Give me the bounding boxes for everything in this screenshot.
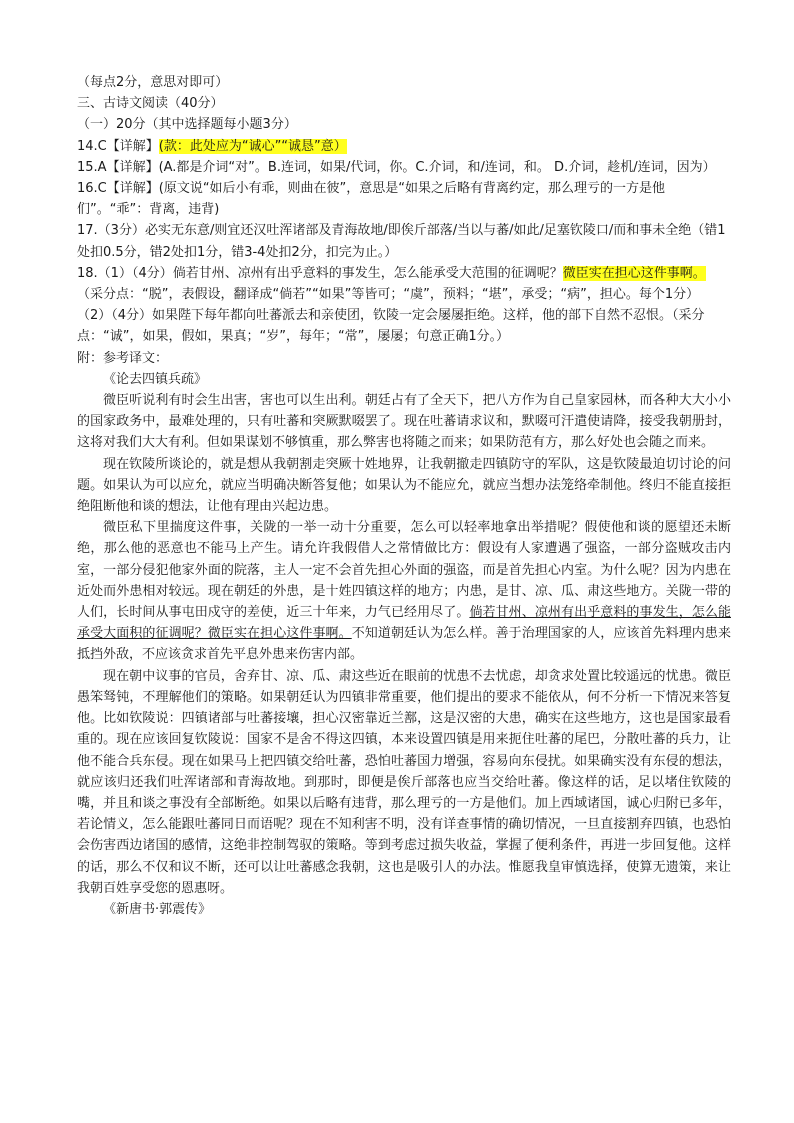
answer-q18-2: （2）（4分）如果陛下每年都向吐蕃派去和亲使团，钦陵一定会屡屡拒绝。这样，他的部下自然不忍恨。（采分点：“诚”，如果，假如，果真；“岁”，每年；“常”，屡屡；句意正确1分。） [77, 308, 705, 345]
translation-underlined-sentence: 倘若甘州、凉州有出乎意料的事发生，怎么能承受大面积的征调呢？微臣实在担心这件事啊。 [77, 605, 731, 642]
document-page [77, 72, 731, 920]
answer-q18-1-highlight: 微臣实在担心这件事啊。 [562, 265, 706, 281]
translation-title: 《论去四镇兵疏》 [103, 371, 208, 387]
translation-paragraph-4: 现在朝中议事的官员，舍弃甘、凉、瓜、肃这些近在眼前的忧患不去忧虑，却贪求处置比较遥远的忧患。微臣愚笨驽钝，不理解他们的策略。如果朝廷认为四镇非常重要，他们提出的要求不能依从，何不分析一下情况来答复他。比如钦陵说：四镇诸部与吐蕃接壤，担心汉密靠近兰鄯，这是汉密的大患，确实在这些地方，这也是国家最看重的。现在应该回复钦陵说：国家不是舍不得这四镇，本来设置四镇是用来扼住吐蕃的尾巴，分散吐蕃的兵力，让他不能合兵东侵。现在如果马上把四镇交给吐蕃，恐怕吐蕃国力增强，容易向东侵扰。如果确实没有东侵的想法，就应该归还我们吐浑诸部和青海故地。到那时，即便是俟斤部落也应当交给吐蕃。像这样的话，足以堵住钦陵的嘴，并且和谈之事没有全部断绝。如果以后略有违背，那么理亏的一方是他们。加上西域诸国，诚心归附已多年，若论情义，怎么能跟吐蕃同日而语呢？现在不知利害不明，没有详查事情的确切情况，一旦直接割弃四镇，也恐怕会伤害西边诸国的感情，这绝非控制驾驭的策略。等到考虑过损失收益，掌握了便利条件，再进一步回复他。这样的话，那么不仅和议不断，还可以让吐蕃感念我朝，这也是吸引人的办法。惟愿我皇审慎选择，使算无遗策，来让我朝百姓享受您的恩惠呀。 [77, 668, 731, 896]
translation-paragraph-3-part-1: 微臣私下里揣度这件事，关陇的一举一动十分重要，怎么可以轻率地拿出举措呢？假使他和谈的愿望还未断绝，那么他的恶意也不能马上产生。请允许我假借人之常情做比方：假设有人家遭遇了强盗，一部分盗贼攻击内室，一部分侵犯他家外面的院落，主人一定不会首先担心外面的强盗，而是首先担心内室。为什么呢？因为内患在近处而外患相对较远。现在朝廷的外患，是十姓四镇这样的地方；内患，是甘、凉、瓜、肃这些地方。关陇一带的人们，长时间从事屯田戍守的差使，近三十年来，力气已经用尽了。 [77, 520, 731, 621]
answer-q14-label: 14.C【详解】 [77, 138, 159, 154]
answer-q15: 15.A【详解】(A.都是介词“对”。B.连词，如果/代词，你。C.介词，和/连词，和。 D.介词，趁机/连词，因为） [77, 159, 716, 175]
answer-q18-1-text: 18.（1）（4分）倘若甘州、凉州有出乎意料的事发生，怎么能承受大范围的征调呢？ [77, 265, 563, 281]
translation-paragraph-2: 现在钦陵所谈论的，就是想从我朝割走突厥十姓地界，让我朝撤走四镇防守的军队，这是钦陵最迫切讨论的问题。如果认为可以应允，就应当明确决断答复他；如果认为不能应允，就应当想办法笼络牵制他。终归不能直接拒绝阻断他和谈的想法，让他有理由兴起边患。 [77, 456, 731, 515]
answer-q14-highlight: (款：此处应为“诚心”“诚恳”意） [158, 138, 347, 154]
answer-q16: 16.C【详解】(原文说“如后小有乖，则曲在彼”，意思是“如果之后略有背离约定，那么理亏的一方是他们”。“乖”：背离，违背) [77, 181, 666, 218]
subsection-title: （一）20分（其中选择题每小题3分） [77, 117, 297, 133]
translation-paragraph-3-part-2: 不知道朝廷认为怎么样。善于治理国家的人，应该首先料理内患来抵挡外敌，不应该贪求首先平息外患来伤害内部。 [77, 626, 731, 663]
translation-paragraph-1: 微臣听说利有时会生出害，害也可以生出利。朝廷占有了全天下，把八方作为自己皇家园林，而各种大大小小的国家政务中，最难处理的，只有吐蕃和突厥默啜罢了。现在吐蕃请求议和，默啜可汗遣使请降，接受我朝册封，这将对我们大大有利。但如果谋划不够慎重，那么弊害也将随之而来；如果防范有方，那么好处也会随之而来。 [77, 393, 731, 451]
section-title: 三、古诗文阅读（40分） [77, 96, 224, 112]
scoring-note: （每点2分，意思对即可） [77, 75, 229, 90]
source-citation: 《新唐书·郭震传》 [103, 901, 212, 917]
translation-paragraph-3 [77, 517, 731, 665]
answer-q18-1 [77, 263, 731, 284]
answer-q18-1-scoring: （采分点：“脱”，表假设，翻译成“倘若”“如果”等皆可；“虞”，预料；“堪”，承受；“病”，担心。每个1分） [77, 287, 700, 303]
answer-q17: 17.（3分）必实无东意/则宜还汉吐浑诸部及青海故地/即俟斤部落/当以与蕃/如此/足塞钦陵口/而和事未全绝（错1处扣0.5分，错2处扣1分，错3-4处扣2分，扣完为止。） [77, 223, 726, 260]
answer-q14 [77, 136, 731, 157]
appendix-label: 附：参考译文： [77, 350, 169, 366]
